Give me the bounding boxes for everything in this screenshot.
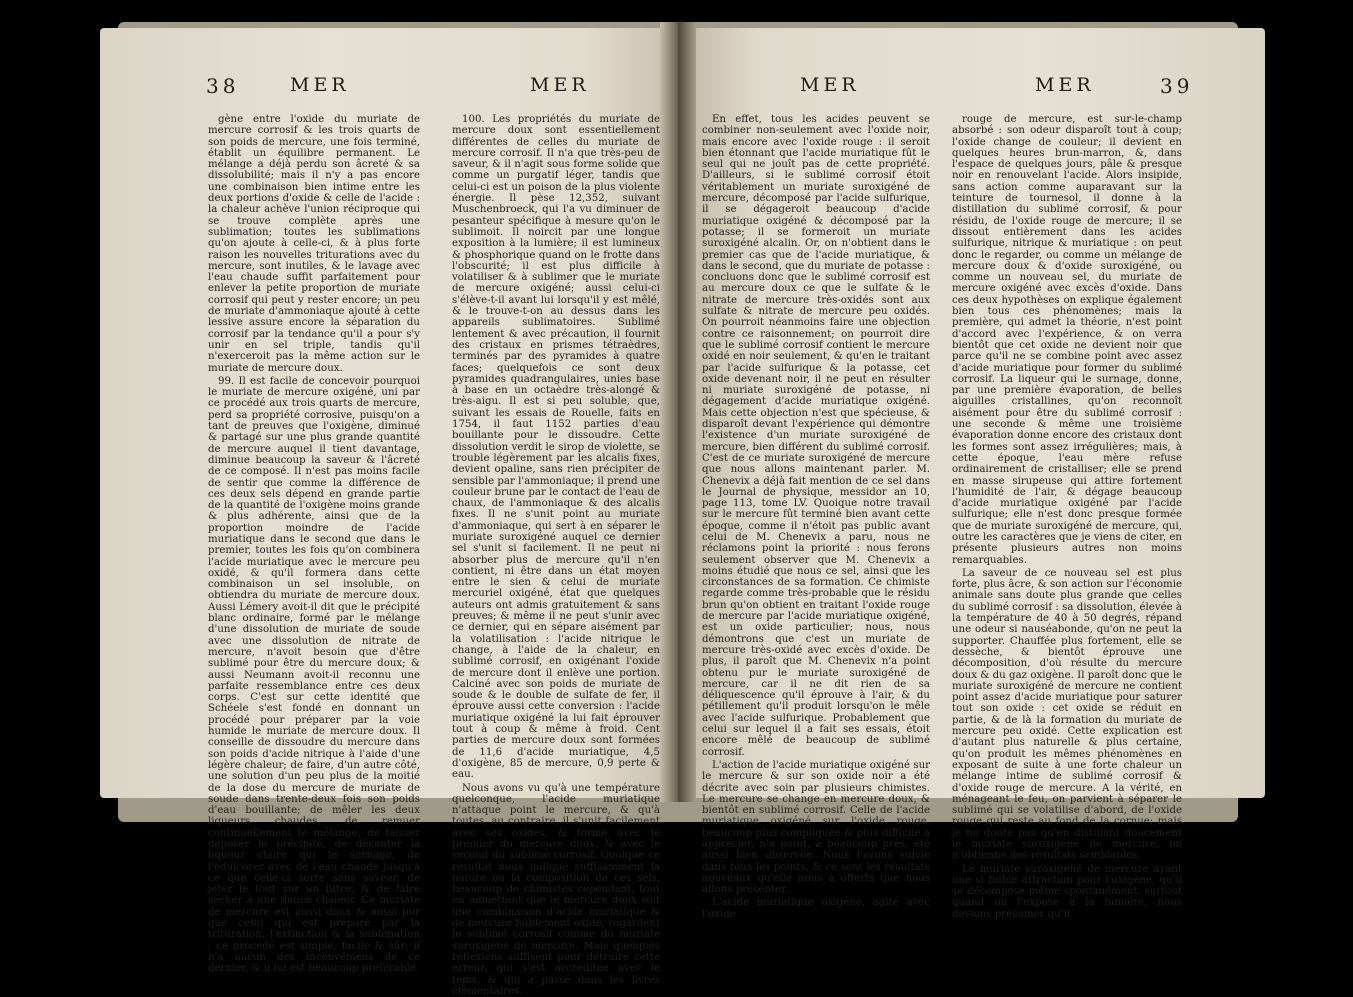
book-gutter bbox=[660, 22, 696, 802]
paragraph: L'action de l'acide muriatique oxigéné sur le mercure & sur son oxide noir a été décrite avec soin par plusieurs chimistes. Le mercure se change en mercure doux, & bientôt en sublimé corrosif. Celle de l'acide muriatique oxigéné sur l'oxide rouge, beaucoup plus compliquée & plus difficile à apprécier, n'a point, à beaucoup près, été aussi bien observée. Nous l'avons suivie dans tous les points, & ce sont les résultats nouveaux qu'elle nous a offerts que nous allons présenter. bbox=[702, 759, 930, 896]
paragraph: Nous avons vu qu'à une température quelconque, l'acide muriatique n'attaque point le mercure, & qu'à toutes, au contraire, il s'unit facilement avec ses oxides, & forme avec le premier du mercure doux, & avec le second du sublimé corrosif. Quoique ce résultat nous indique suffisamment la nature ou la composition de ces sels, beaucoup de chimistes cependant, tout en admettant que le mercure doux soit une combinaison d'acide muriatique & de mercure foiblement oxidé, regardent le sublimé corrosif comme du muriate suroxigéné de mercure. Mais quelques réflexions suffisent pour détruire cette erreur, qui s'est accréditée avec le tems, & qui a passé dans les livres élémentaires. bbox=[452, 782, 660, 997]
left-page-number: 38 bbox=[206, 74, 240, 98]
right-page bbox=[690, 28, 1265, 920]
right-running-head-1: MER bbox=[800, 74, 860, 96]
left-column-1 bbox=[208, 114, 420, 975]
paragraph: Le muriate suroxigéné de mercure ayant une si foible attraction pour l'oxigène, qu'il se décompose même spontanément, surtout quand on l'expose à la lumière, nous devions présumer qu'il bbox=[952, 863, 1182, 920]
paragraph: gène entre l'oxide du muriate de mercure corrosif & les trois quarts de son poids de mercure, une fois terminé, établit un équilibre permanent. Le mélange a déjà perdu son âcreté & sa dissolubilité; mais il n'y a pas encore une combinaison bien intime entre les deux portions d'oxide & celle de l'acide : la chaleur achève l'union réciproque qui se trouve complète après une sublimation; toutes les sublimations qu'on ajoute à celle-ci, & à plus forte raison les nouvelles triturations avec du mercure, sont inutiles, & le lavage avec l'eau chaude suffit parfaitement pour enlever la petite proportion de muriate corrosif qui peut y rester encore; un peu de muriate d'ammoniaque ajouté à cette lessive assure encore la séparation du corrosif par la tendance qu'il a pour s'y unir en sel triple, tandis qu'il n'exerceroit pas la même action sur le muriate de mercure doux. bbox=[208, 114, 420, 374]
left-running-head-1: MER bbox=[290, 74, 350, 96]
right-page-number: 39 bbox=[1160, 74, 1194, 98]
paragraph: L'acide muriatique oxigéné, agité avec l'oxide bbox=[702, 897, 930, 920]
right-running-head-2: MER bbox=[1035, 74, 1095, 96]
paragraph: 99. Il est facile de concevoir pourquoi le muriate de mercure oxigéné, uni par ce procédé aux trois quarts de mercure, perd sa propriété corrosive, puisqu'on a tant de preuves que l'oxigène, diminué & partagé sur une plus grande quantité de mercure auquel il tient davantage, diminue beaucoup la saveur & l'âcreté de ce composé. Il n'est pas moins facile de sentir que comme la différence de ces deux sels dépend en grande partie de la quantité de l'oxigène moins grande & plus adhérente, ainsi que de la proportion moindre de l'acide muriatique dans le second que dans le premier, toutes les fois qu'on combinera l'acide muriatique avec le mercure peu oxidé, & qu'il formera dans cette combinaison un sel insoluble, on obtiendra du muriate de mercure doux. Aussi Lémery avoit-il dit que le précipité blanc ordinaire, formé par le mélange d'une dissolution de muriate de soude avec une dissolution de nitrate de mercure, n'avoit besoin que d'être sublimé pour être du mercure doux; & aussi Neumann avoit-il reconnu une parfaite ressemblance entre ces deux corps. C'est sur cette identité que Schéele s'est fondé en donnant un procédé pour préparer par la voie humide le muriate de mercure doux. Il conseille de dissoudre du mercure dans son poids d'acide nitrique à l'aide d'une légère chaleur; de faire, d'un autre côté, une solution d'un peu plus de la moitié de la dose du mercure de muriate de soude dans trente-deux fois son poids d'eau bouillante; de mêler les deux liqueurs chaudes, de remuer continuellement le mélange, de laisser déposer le précipité, de décanter la liqueur claire qui le surnage, de l'édulcorer avec de l'eau chaude jusqu'à ce que celle-ci sorte sans saveur, de jeter le tout sur un filtre, & de faire sécher à une douce chaleur. Ce muriate de mercure est aussi doux & aussi pur que celui qui est préparé par la trituration, l'extinction & la sublimation : ce procédé est simple, facile & sûr; il n'a aucun des inconvéniens de ce dernier, & il lui est beaucoup préférable. bbox=[208, 375, 420, 975]
right-column-1 bbox=[702, 114, 930, 920]
left-column-2 bbox=[452, 114, 660, 997]
left-page bbox=[100, 28, 670, 997]
paragraph: 100. Les propriétés du muriate de mercure doux sont essentiellement différentes de celles du muriate de mercure corrosif. Il n'a que très-peu de saveur, & il n'agit sous forme solide que comme un purgatif léger, tandis que celui-ci est un poison de la plus violente énergie. Il pèse 12,352, suivant Muschenbroeck, qui l'a vu diminuer de pesanteur spécifique à mesure qu'on le sublimoit. Il noircit par une longue exposition à la lumière; il est lumineux & phosphorique quand on le frotte dans l'obscurité; il est plus difficile à volatiliser & à sublimer que le muriate de mercure oxigéné; aussi celui-ci s'élève-t-il avant lui lorsqu'il y est mêlé, & le trouve-t-on au dessus dans les appareils sublimatoires. Sublimé lentement & avec précaution, il fournit des cristaux en prismes tétraèdres, terminés par des pyramides à quatre faces; quelquefois ce sont deux pyramides quadrangulaires, unies base à base en un octaèdre très-alongé & très-aigu. Il est si peu soluble, que, suivant les essais de Rouelle, faits en 1754, il faut 1152 parties d'eau bouillante pour le dissoudre. Cette dissolution verdit le sirop de violette, se trouble légèrement par les alcalis fixes, devient opaline, sans rien précipiter de sensible par l'ammoniaque; il prend une couleur brune par le contact de l'eau de chaux, de l'ammoniaque & des alcalis fixes. Il ne s'unit point au muriate d'ammoniaque, qui sert à en séparer le muriate suroxigéné auquel ce dernier sel s'unit si facilement. Il ne peut ni absorber plus de mercure qu'il n'en contient, ni être dans un état moyen entre le sien & celui de muriate mercuriel oxigéné, état que quelques auteurs ont admis gratuitement & sans preuves; & même il ne peut s'unir avec ce dernier, qui en sépare aisément par la volatilisation : l'acide nitrique le change, à l'aide de la chaleur, en sublimé corrosif, en oxigénant l'oxide de mercure dont il enlève une portion. Calciné avec son poids de muriate de soude & le double de sulfate de fer, il éprouve aussi cette conversion : l'acide muriatique oxigéné la lui fait éprouver tout à coup & même à froid. Cent parties de mercure doux sont formées de 11,6 d'acide muriatique, 4,5 d'oxigène, 85 de mercure, 0,9 perte & eau. bbox=[452, 114, 660, 781]
paragraph: La saveur de ce nouveau sel est plus forte, plus âcre, & son action sur l'économie animale sans doute plus grande que celles du sublimé corrosif : sa dissolution, élevée à la température de 40 à 50 degrés, répand une odeur si nauséabonde, qu'on ne peut la supporter. Chauffée plus fortement, elle se dessèche, & bientôt éprouve une décomposition, d'où résulte du mercure doux & du gaz oxigène. Il paroît donc que le muriate suroxigéné de mercure ne contient point assez d'acide muriatique pour saturer tout son oxide : cet oxide se réduit en partie, & de là la formation du muriate de mercure peu oxidé. Cette explication est d'autant plus naturelle & plus certaine, qu'on produit les mêmes phénomènes en exposant de suite à une forte chaleur un mélange intime de sublimé corrosif & d'oxide rouge de mercure. A la vérité, en ménageant le feu, on parvient à séparer le sublimé qui se volatilise d'abord, de l'oxide rouge qui reste au fond de la cornue; mais je ne doute pas qu'en distillant doucement le muriate suroxigéné de mercure, on n'obtienne des résultats semblables. bbox=[952, 567, 1182, 862]
paragraph: En effet, tous les acides peuvent se combiner non-seulement avec l'oxide noir, mais encore avec l'oxide rouge : il seroit bien étonnant que l'acide muriatique fût le seul qui ne jouît pas de cette propriété. D'ailleurs, si le sublimé corrosif étoit véritablement un muriate suroxigéné de mercure, décomposé par l'acide sulfurique, il se dégageroit beaucoup d'acide muriatique oxigéné & décomposé par la potasse; il se formeroit un muriate suroxigéné alcalin. Or, on n'obtient dans le premier cas que de l'acide muriatique, & dans le second, que du muriate de potasse : concluons donc que le sublimé corrosif est au mercure doux ce que le sulfate & le nitrate de mercure très-oxidés sont aux sulfate & nitrate de mercure peu oxidés. On pourroit néanmoins faire une objection contre ce raisonnement; on pourroit dire que le sublimé corrosif contient le mercure oxidé en noir seulement, & qu'en le traitant par l'acide sulfurique & la potasse, cet oxide devenant noir, il ne peut en résulter ni muriate suroxigéné de potasse, ni dégagement d'acide muriatique oxigéné. Mais cette objection n'est que spécieuse, & disparoît devant l'expérience qui démontre l'existence d'un muriate suroxigéné de mercure, bien différent du sublimé corrosif. C'est de ce muriate suroxigéné de mercure que nous allons maintenant parler. M. Chenevix a déjà fait mention de ce sel dans le Journal de physique, messidor an 10, page 113, tome LV. Quoique notre travail sur le mercure fût terminé bien avant cette époque, comme il n'étoit pas public avant celui de M. Chenevix a paru, nous ne réclamons point la priorité : nous ferons seulement observer que M. Chenevix a moins étudié que nous ce sel, ainsi que les circonstances de sa formation. Ce chimiste regarde comme très-probable que le résidu brun qu'on obtient en traitant l'oxide rouge de mercure par l'acide muriatique oxigéné, est un oxide particulier; nous, nous démontrons que c'est un muriate de mercure très-oxidé avec excès d'oxide. De plus, il paroît que M. Chenevix n'a point obtenu pur le muriate suroxigéné de mercure, car il ne dit rien de sa déliquescence qu'il éprouve à l'air, & du pétillement qu'il produit lorsqu'on le mêle avec l'acide sulfurique. Probablement que celui sur lequel il a fait ses essais, étoit encore mêlé de beaucoup de sublimé corrosif. bbox=[702, 114, 930, 758]
right-column-2 bbox=[952, 114, 1182, 920]
right-page-header bbox=[690, 74, 1265, 102]
left-running-head-2: MER bbox=[530, 74, 590, 96]
left-page-header bbox=[100, 74, 670, 102]
paragraph: rouge de mercure, est sur-le-champ absorbé : son odeur disparoît tout à coup; l'oxide change de couleur; il devient en quelques heures brun-marron, &, dans l'espace de quelques jours, pâle & presque noir en renouvelant l'acide. Alors insipide, sans action comme auparavant sur la teinture de tournesol, il donne à la distillation du sublimé corrosif, & pour résidu, de l'oxide rouge de mercure; il se dissout entièrement dans les acides sulfurique, nitrique & muriatique : on peut donc le regarder, ou comme un mélange de mercure doux & d'oxide suroxigéné, ou comme un nouveau sel, du muriate de mercure oxigéné avec excès d'oxide. Dans ces deux hypothèses on explique également bien tous ces phénomènes; mais la première, qui admet la théorie, n'est point d'accord avec l'expérience, & on verra bientôt que cet oxide ne devient noir que parce qu'il ne se combine point avec assez d'acide muriatique pour former du sublimé corrosif. La liqueur qui le surnage, donne, par une première évaporation, de belles aiguilles cristallines, qu'on reconnoît aisément pour être du sublimé corrosif : une seconde & même une troisième évaporation donne encore des cristaux dont les formes sont assez irrégulières; mais, à cette époque, l'eau mère refuse ordinairement de cristalliser; elle se prend en masse sirupeuse qui attire fortement l'humidité de l'air, & dégage beaucoup d'acide muriatique oxigéné par l'acide sulfurique; elle n'est donc presque formée que de muriate suroxigéné de mercure, qui, outre les caractères que je viens de citer, en présente plusieurs autres non moins remarquables. bbox=[952, 114, 1182, 566]
